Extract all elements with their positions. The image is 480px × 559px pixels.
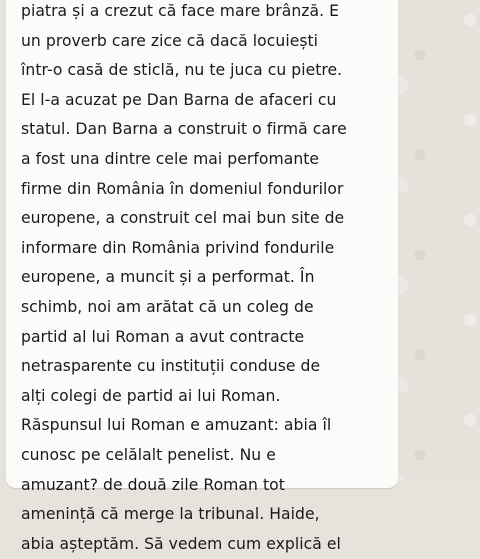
message-line: partid al lui Roman a avut contracte xyxy=(21,327,305,346)
message-line: a fost una dintre cele mai perfomante xyxy=(21,149,320,168)
message-line: europene, a muncit și a performat. În xyxy=(21,268,315,287)
message-line: statul. Dan Barna a construit o firmă care xyxy=(21,120,347,139)
message-line: Răspunsul lui Roman e amuzant: abia îl xyxy=(21,416,332,435)
message-line: europene, a construit cel mai bun site de xyxy=(21,209,345,228)
message-line: piatra și a crezut că face mare brânză. E xyxy=(21,2,340,20)
message-line: firme din România în domeniul fondurilor xyxy=(21,179,344,198)
message-line: informare din România privind fondurile xyxy=(21,238,335,257)
message-line: amuzant? de două zile Roman tot xyxy=(21,475,285,494)
message-text xyxy=(6,0,398,559)
message-line: schimb, noi am arătat că un coleg de xyxy=(21,297,314,316)
message-line: alți colegi de partid ai lui Roman. xyxy=(21,386,281,405)
message-line: un proverb care zice că dacă locuiești xyxy=(21,31,319,50)
message-line: amenință că merge la tribunal. Haide, xyxy=(21,505,320,524)
message-line: El l-a acuzat pe Dan Barna de afaceri cu xyxy=(21,90,337,109)
message-line: cunosc pe celălalt penelist. Nu e xyxy=(21,445,276,464)
message-line: netrasparente cu instituții conduse de xyxy=(21,357,321,376)
message-bubble[interactable] xyxy=(6,0,398,553)
message-line: într-o casă de sticlă, nu te juca cu pietre. xyxy=(21,61,343,80)
message-line: abia așteptăm. Să vedem cum explică el xyxy=(21,534,341,553)
